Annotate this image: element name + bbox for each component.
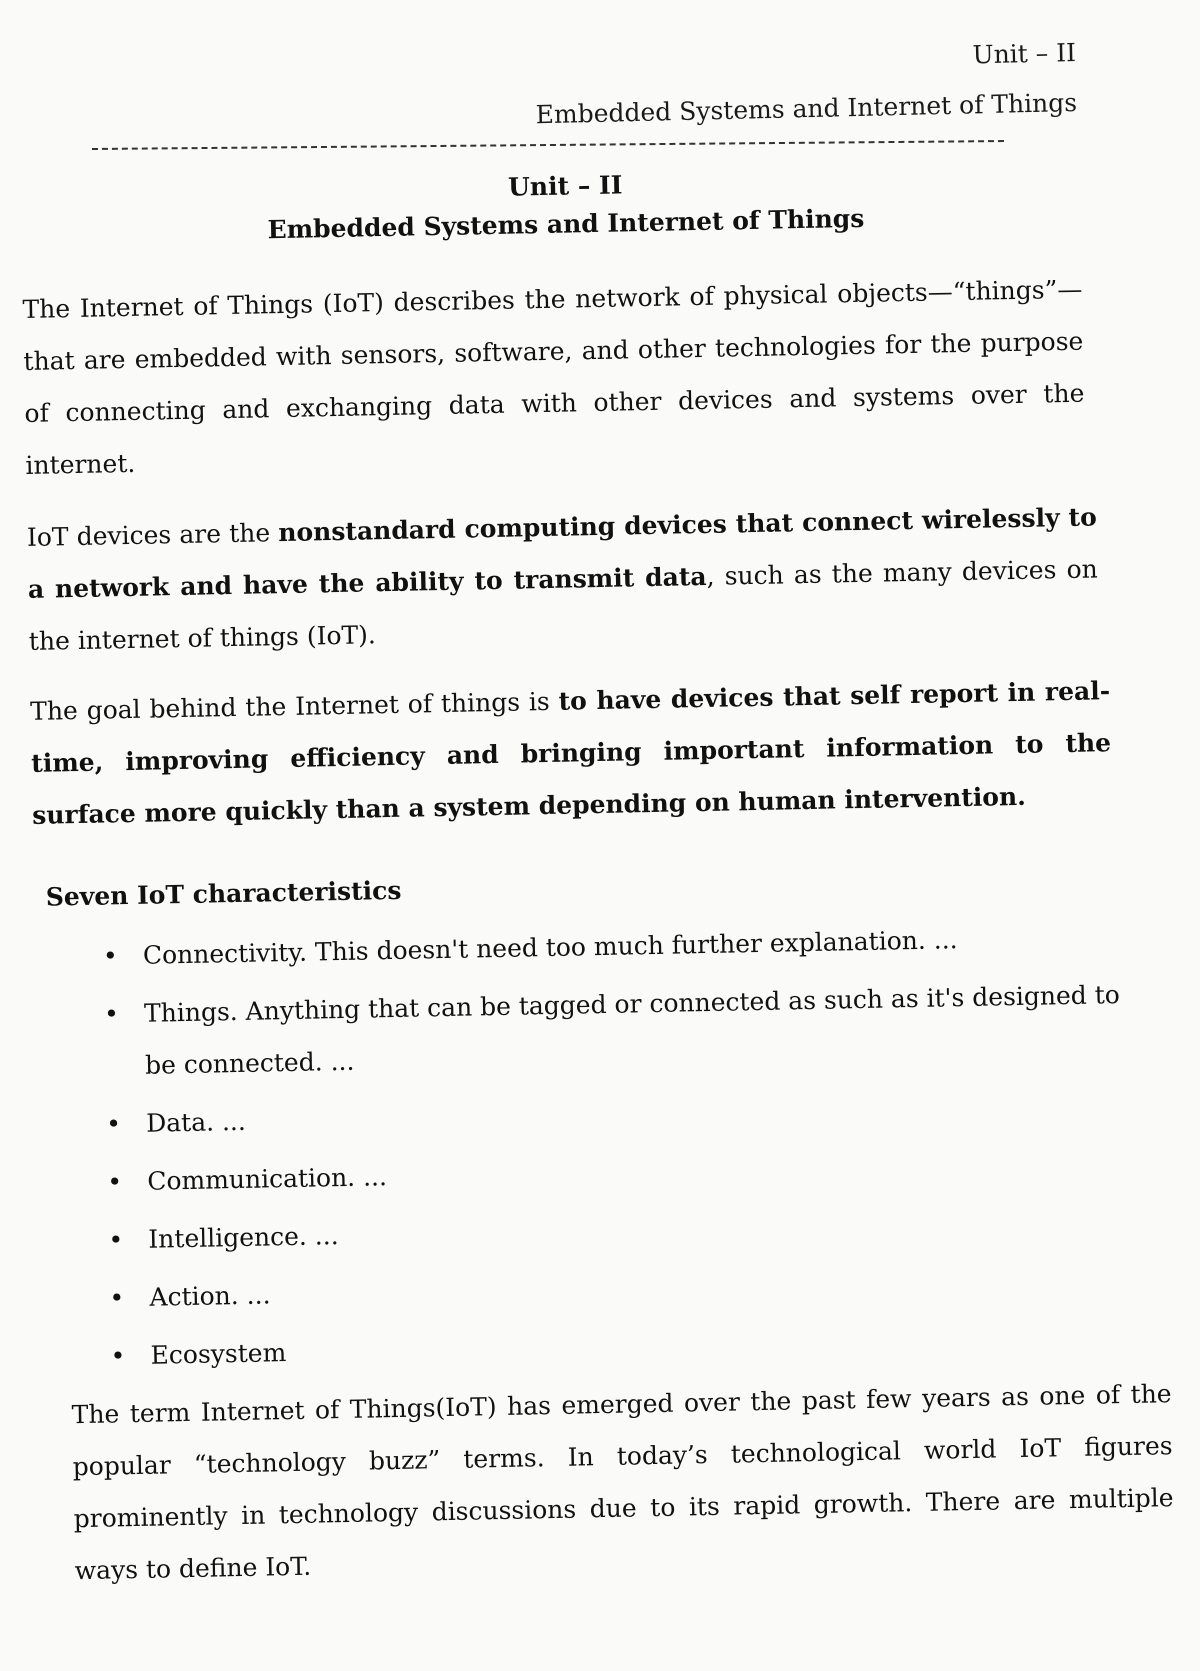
unit-heading: Unit – II (507, 170, 623, 202)
paragraph-iot-buzz: The term Internet of Things(IoT) has emerged over the past few years as one of the popular “technology buzz” terms. In today’s technological world IoT figures prominently in technology discussions due to its rapid growth. There are multiple ways to define IoT. (71, 1379, 1174, 1586)
running-header-title: Embedded Systems and Internet of Things (534, 87, 1077, 130)
bullet-icon: • (110, 1341, 126, 1371)
running-header (534, 34, 1077, 134)
document-body (20, 156, 1197, 1598)
running-header-unit: Unit – II (971, 37, 1076, 70)
paragraph-iot-devices (26, 491, 1099, 668)
page-title: Embedded Systems and Internet of Things (267, 203, 865, 245)
bullet-icon: • (102, 941, 118, 971)
bullet-icon: • (107, 1167, 123, 1197)
list-item-text: Connectivity. This doesn't need too much further explanation. ... (142, 925, 958, 970)
paragraph-iot-goal-pre: The goal behind the Internet of things is (29, 686, 559, 726)
paragraph-iot-devices-post: , such as the many devices on the internet of things (IoT). (28, 554, 1098, 656)
list-item-text: Action. ... (149, 1280, 271, 1312)
list-item-text: Ecosystem (150, 1338, 287, 1370)
list-item-text: Data. ... (145, 1106, 247, 1138)
list-item-text: Communication. ... (147, 1162, 388, 1196)
paragraph-iot-goal (30, 665, 1113, 842)
section-heading: Seven IoT characteristics (45, 875, 402, 912)
bullet-icon: • (103, 999, 120, 1029)
list-item (104, 969, 1136, 1093)
bullet-icon: • (108, 1225, 124, 1255)
paragraph-iot-devices-bold: nonstandard computing devices that connect wirelessly to a network and have the ability to transmit data (27, 502, 1097, 604)
list-item-text: Intelligence. ... (148, 1221, 339, 1254)
header-dashed-rule (92, 140, 1004, 150)
paragraph-iot-devices-pre: IoT devices are the (26, 518, 279, 552)
paragraph-iot-definition: The Internet of Things (IoT) describes the network of physical objects—“things”—that are embedded with sensors, software, and other technologies for the purpose of connecting and exchanging data with other devices and systems over the internet. (22, 274, 1085, 480)
bullet-icon: • (109, 1283, 125, 1313)
list-item-text: Things. Anything that can be tagged or connected as such as it's designed to be connected. ... (143, 980, 1121, 1080)
characteristics-list (34, 910, 1192, 1384)
bullet-icon: • (105, 1109, 122, 1139)
paragraph-iot-goal-bold: to have devices that self report in real-time, improving efficiency and bringing important information to the surface more quickly than a system depending on human intervention. (30, 676, 1112, 830)
